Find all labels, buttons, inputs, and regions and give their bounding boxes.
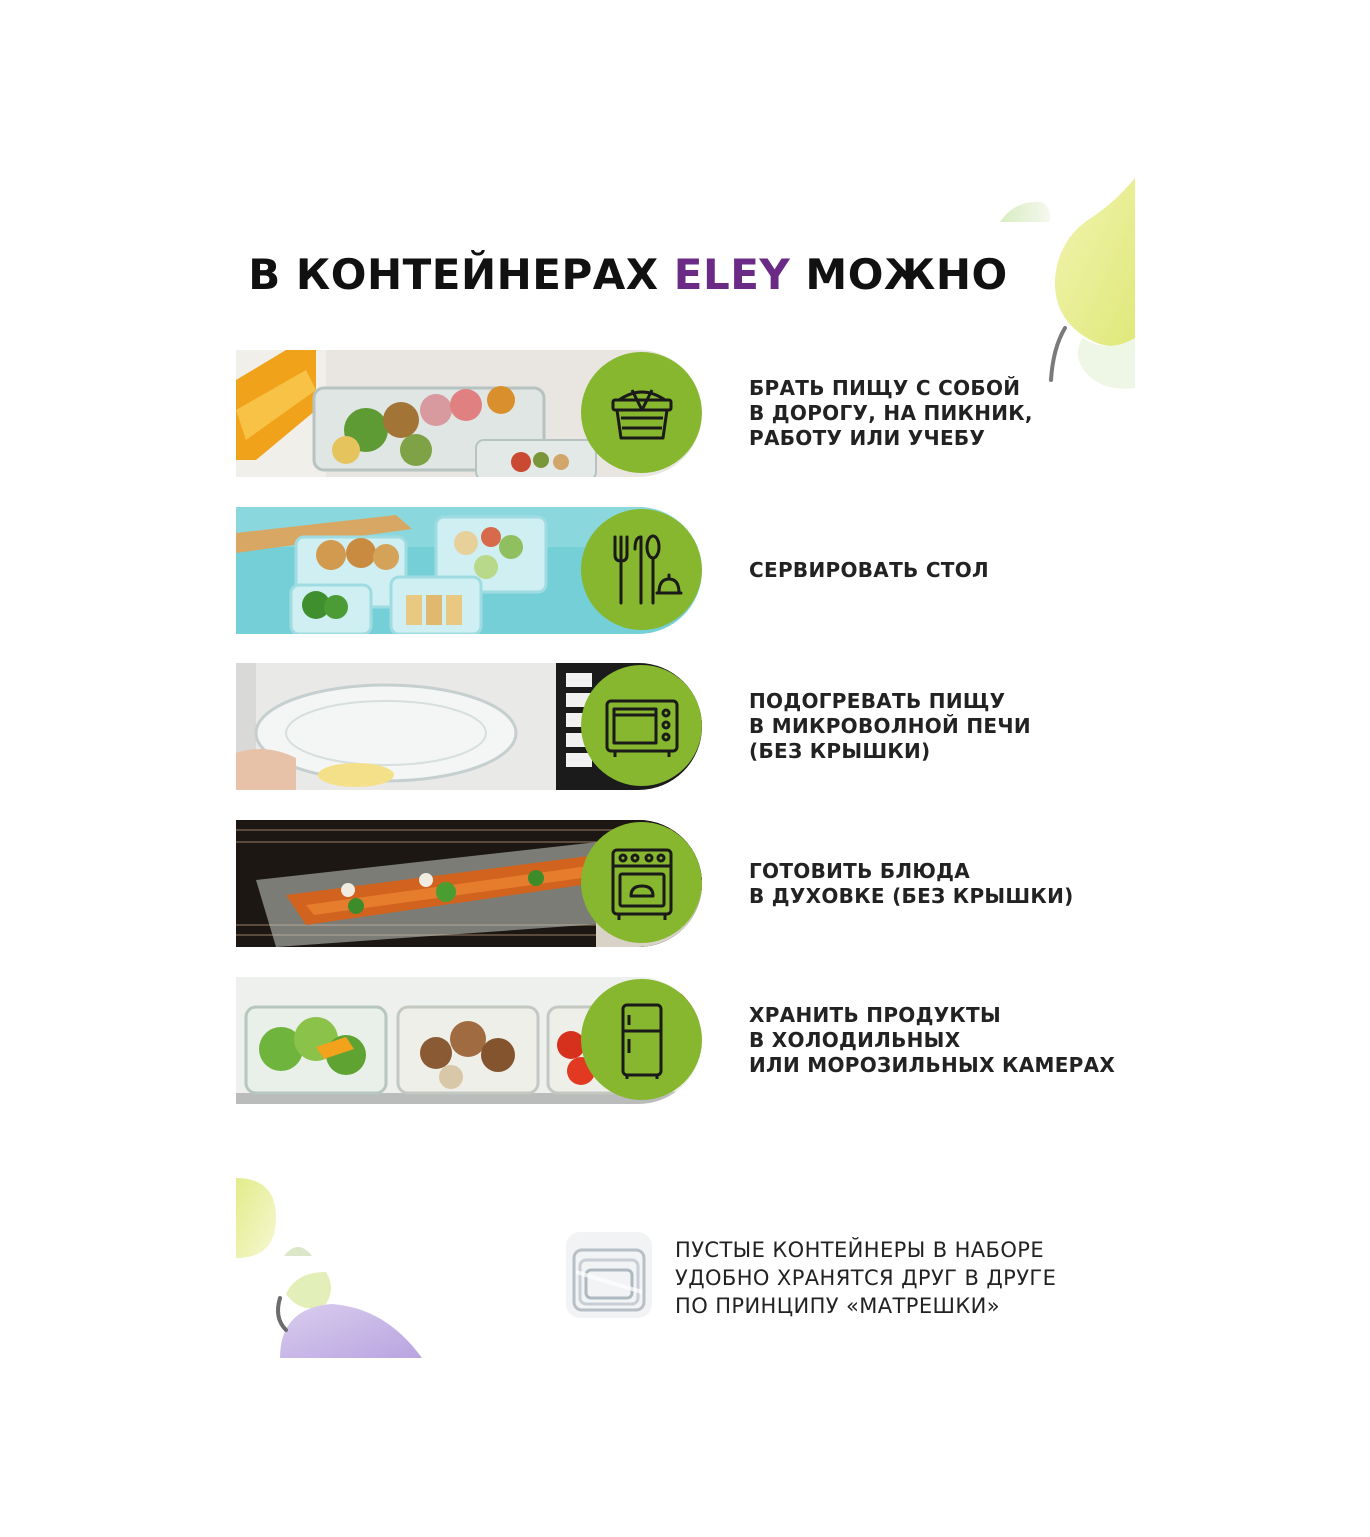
feature-row-takeaway	[236, 350, 1136, 477]
microwave-icon	[599, 683, 685, 769]
badge-microwave	[581, 665, 702, 786]
photo-fridge	[236, 977, 702, 1104]
photo-microwave	[236, 663, 702, 790]
picnic-basket-icon	[599, 370, 685, 456]
feature-text-takeaway: БРАТЬ ПИЩУ С СОБОЙ В ДОРОГУ, НА ПИКНИК, РАБОТУ ИЛИ УЧЕБУ	[749, 376, 1033, 450]
title-prefix: В КОНТЕЙНЕРАХ	[248, 250, 674, 300]
photo-serving	[236, 507, 702, 634]
feature-row-microwave	[236, 663, 1136, 790]
badge-picnic	[581, 352, 702, 473]
cutlery-bell-icon	[599, 527, 685, 613]
fruit-decoration	[236, 1178, 422, 1358]
feature-text-microwave: ПОДОГРЕВАТЬ ПИЩУ В МИКРОВОЛНОЙ ПЕЧИ (БЕЗ КРЫШКИ)	[749, 689, 1031, 763]
footer-text: ПУСТЫЕ КОНТЕЙНЕРЫ В НАБОРЕ УДОБНО ХРАНЯТСЯ ДРУГ В ДРУГЕ ПО ПРИНЦИПУ «МАТРЕШКИ»	[675, 1238, 1057, 1318]
photo-lunchbox	[236, 350, 702, 477]
fridge-icon	[599, 997, 685, 1083]
oven-icon	[599, 840, 685, 926]
title-suffix: МОЖНО	[790, 250, 1008, 300]
photo-oven	[236, 820, 702, 947]
feature-text-fridge: ХРАНИТЬ ПРОДУКТЫ В ХОЛОДИЛЬНЫХ ИЛИ МОРОЗИЛЬНЫХ КАМЕРАХ	[749, 1003, 1116, 1077]
page-title	[0, 250, 1256, 299]
feature-row-oven	[236, 820, 1136, 947]
feature-text-serving: СЕРВИРОВАТЬ СТОЛ	[749, 558, 989, 582]
feature-row-serving	[236, 507, 1136, 634]
brand-name: ELEY	[673, 250, 791, 300]
feature-row-fridge	[236, 977, 1136, 1104]
badge-fridge	[581, 979, 702, 1100]
badge-cutlery	[581, 509, 702, 630]
nested-containers-icon	[566, 1232, 652, 1318]
badge-oven	[581, 822, 702, 943]
feature-text-oven: ГОТОВИТЬ БЛЮДА В ДУХОВКЕ (БЕЗ КРЫШКИ)	[749, 858, 1074, 908]
